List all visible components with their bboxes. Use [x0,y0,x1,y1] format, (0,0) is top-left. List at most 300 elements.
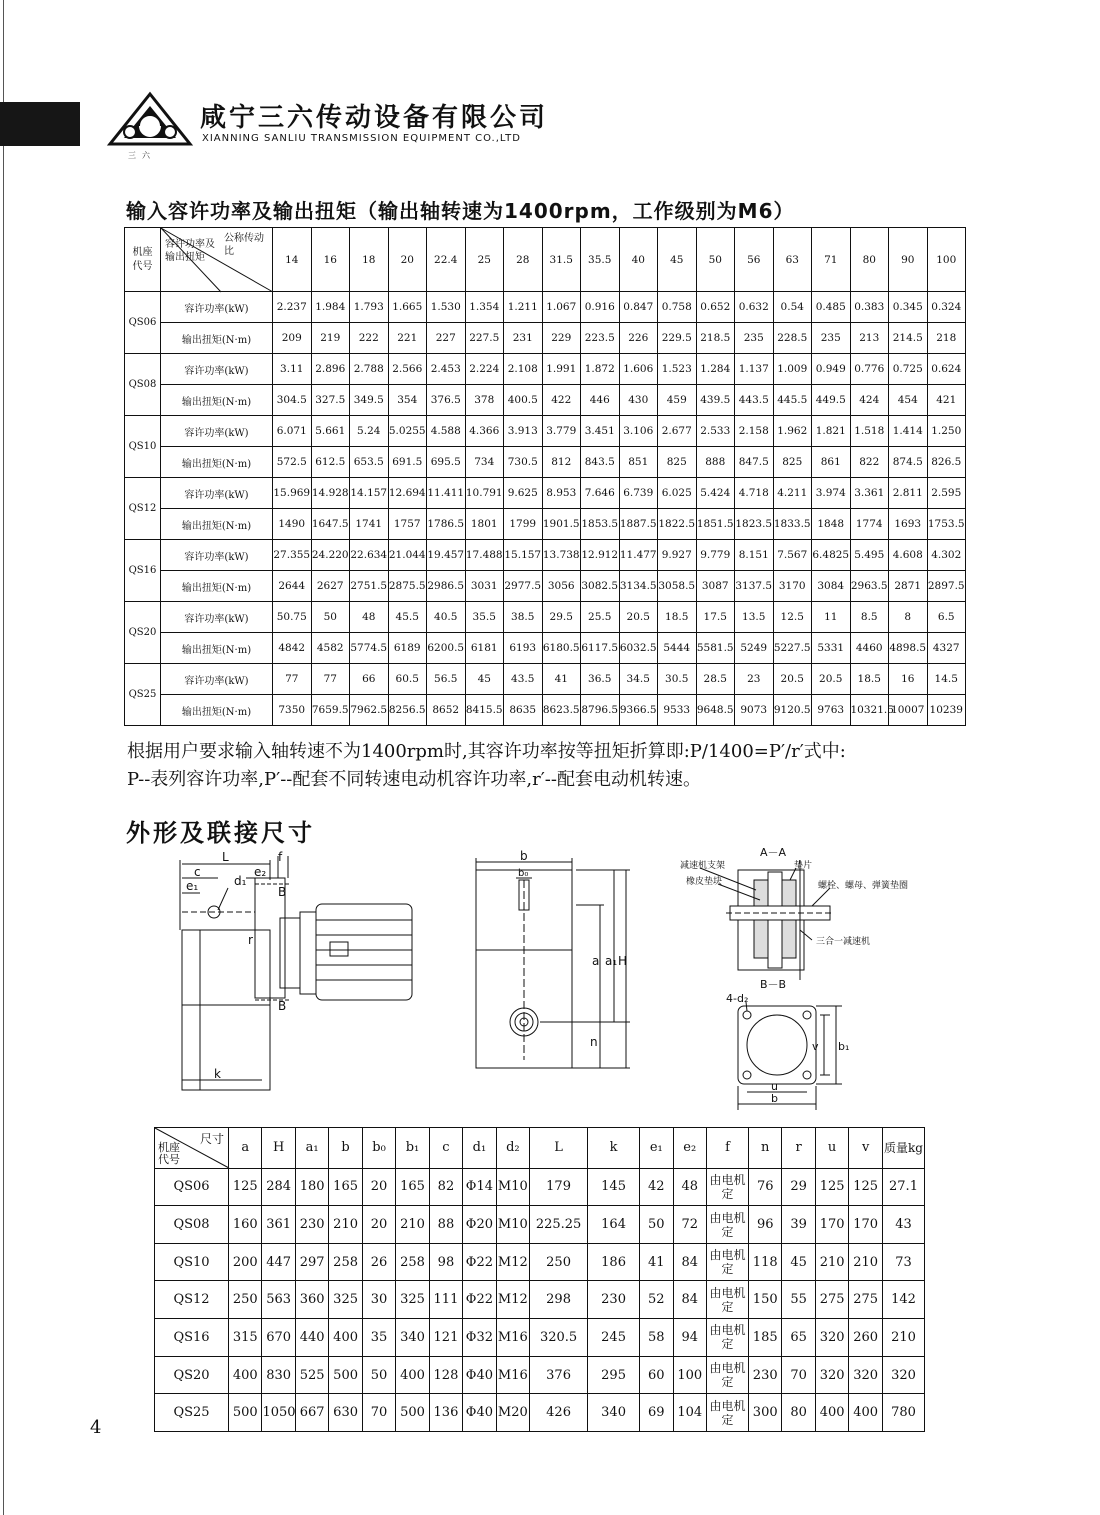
power-value-cell: 4.588 [427,416,466,447]
dim-model-cell: QS06 [155,1168,229,1206]
model-cell: QS08 [125,354,161,416]
ratio-header: 45 [658,228,697,292]
ratio-header: 25 [465,228,504,292]
power-value-cell: 12.5 [773,602,812,633]
torque-value-cell: 228.5 [773,323,812,354]
power-value-cell: 0.383 [850,292,889,323]
torque-value-cell: 443.5 [735,385,774,416]
torque-value-cell: 349.5 [350,385,389,416]
dim-value-cell: 225.25 [530,1206,588,1244]
dim-value-cell: 250 [530,1243,588,1281]
dim-value-cell: 210 [329,1206,362,1244]
label-a: a [592,954,600,968]
dim-value-cell: 400 [849,1394,883,1432]
power-value-cell: 3.11 [273,354,312,385]
torque-value-cell: 2897.5 [927,571,966,602]
torque-value-cell: 454 [889,385,928,416]
dim-value-cell: 200 [229,1243,262,1281]
dim-value-cell: 27.1 [883,1168,925,1206]
page-number: 4 [90,1417,102,1438]
power-value-cell: 4.366 [465,416,504,447]
dim-value-cell: 440 [295,1319,328,1357]
dim-value-cell: Φ40 [463,1394,496,1432]
power-value-cell: 29.5 [542,602,581,633]
note-line-1: 根据用户要求输入轴转速不为1400rpm时,其容许功率按等扭矩折算即:P/1400=P′/r′式中: [127,741,846,762]
torque-value-cell: 219 [311,323,350,354]
dim-value-cell: 29 [782,1168,815,1206]
power-value-cell: 50.75 [273,602,312,633]
dim-value-cell: M12 [496,1281,529,1319]
power-value-cell: 1.665 [388,292,427,323]
label-k: k [214,1067,221,1081]
torque-value-cell: 378 [465,385,504,416]
dim-value-cell: 320 [849,1356,883,1394]
power-value-cell: 13.738 [542,540,581,571]
torque-value-cell: 825 [773,447,812,478]
dim-column-header: 质量kg [883,1128,925,1169]
label-n: n [590,1035,598,1049]
power-value-cell: 34.5 [619,664,658,695]
power-value-cell: 35.5 [465,602,504,633]
power-value-cell: 5.0255 [388,416,427,447]
dim-value-cell: 125 [849,1168,883,1206]
power-value-cell: 2.453 [427,354,466,385]
torque-value-cell: 812 [542,447,581,478]
power-value-cell: 1.518 [850,416,889,447]
power-value-cell: 14.5 [927,664,966,695]
dim-column-header: c [429,1128,462,1169]
dim-value-cell: 145 [588,1168,640,1206]
power-value-cell: 20.5 [619,602,658,633]
torque-value-cell: 612.5 [311,447,350,478]
dim-value-cell: 73 [883,1243,925,1281]
model-cell: QS20 [125,602,161,664]
label-v: v [812,1040,819,1053]
power-value-cell: 8.151 [735,540,774,571]
ratio-header: 80 [850,228,889,292]
torque-value-cell: 695.5 [427,447,466,478]
power-value-cell: 22.634 [350,540,389,571]
power-value-cell: 2.595 [927,478,966,509]
power-value-cell: 60.5 [388,664,427,695]
power-value-cell: 20.5 [812,664,851,695]
torque-value-cell: 691.5 [388,447,427,478]
table-row [155,1243,925,1281]
dim-column-header: d₁ [463,1128,496,1169]
dim-value-cell: 160 [229,1206,262,1244]
power-value-cell: 7.567 [773,540,812,571]
power-value-cell: 8 [889,602,928,633]
torque-value-cell: 6117.5 [581,633,620,664]
corner-label-top: 尺寸 [199,1132,224,1146]
torque-value-cell: 2644 [273,571,312,602]
power-value-cell: 18.5 [658,602,697,633]
torque-value-cell: 1753.5 [927,509,966,540]
power-value-cell: 1.872 [581,354,620,385]
power-value-cell: 1.962 [773,416,812,447]
torque-value-cell: 2963.5 [850,571,889,602]
dim-value-cell: 由电机定 [706,1168,748,1206]
power-value-cell: 8.5 [850,602,889,633]
dim-value-cell: 125 [229,1168,262,1206]
power-value-cell: 25.5 [581,602,620,633]
power-value-cell: 12.912 [581,540,620,571]
ratio-header: 63 [773,228,812,292]
power-value-cell: 66 [350,664,389,695]
dim-value-cell: 20 [362,1206,395,1244]
torque-value-cell: 221 [388,323,427,354]
torque-value-cell: 7350 [273,695,312,726]
power-value-cell: 3.451 [581,416,620,447]
power-value-cell: 50 [311,602,350,633]
torque-value-cell: 2871 [889,571,928,602]
dim-column-header: n [748,1128,781,1169]
torque-value-cell: 822 [850,447,889,478]
dim-model-cell: QS20 [155,1356,229,1394]
torque-value-cell: 4842 [273,633,312,664]
label-pad: 垫片 [794,861,813,871]
torque-value-cell: 1786.5 [427,509,466,540]
company-name-cn: 咸宁三六传动设备有限公司 [200,103,549,133]
dim-value-cell: 630 [329,1394,362,1432]
ratio-header: 100 [927,228,966,292]
power-value-cell: 3.913 [504,416,543,447]
power-value-cell: 1.137 [735,354,774,385]
dim-value-cell: 26 [362,1243,395,1281]
dim-value-cell: 298 [530,1281,588,1319]
torque-value-cell: 5774.5 [350,633,389,664]
power-value-cell: 48 [350,602,389,633]
ratio-header: 28 [504,228,543,292]
power-value-cell: 28.5 [696,664,735,695]
power-value-cell: 2.533 [696,416,735,447]
torque-value-cell: 1774 [850,509,889,540]
dim-value-cell: 361 [262,1206,295,1244]
dim-value-cell: 210 [396,1206,429,1244]
dim-value-cell: 260 [849,1319,883,1357]
dim-column-header: a₁ [295,1128,328,1169]
torque-value-cell: 1823.5 [735,509,774,540]
dim-value-cell: 186 [588,1243,640,1281]
torque-value-cell: 1848 [812,509,851,540]
dim-column-header: a [229,1128,262,1169]
label-e2: e₂ [254,865,267,879]
dim-value-cell: 400 [229,1356,262,1394]
dim-value-cell: 45 [782,1243,815,1281]
power-value-cell: 0.632 [735,292,774,323]
power-value-cell: 7.646 [581,478,620,509]
power-value-cell: 1.211 [504,292,543,323]
power-value-cell: 1.523 [658,354,697,385]
power-value-cell: 14.928 [311,478,350,509]
dim-value-cell: 100 [673,1356,706,1394]
power-value-cell: 4.302 [927,540,966,571]
torque-value-cell: 3082.5 [581,571,620,602]
torque-value-cell: 734 [465,447,504,478]
label-b0: b₀ [518,868,529,879]
torque-value-cell: 2977.5 [504,571,543,602]
torque-value-cell: 5581.5 [696,633,735,664]
dim-value-cell: Φ22 [463,1243,496,1281]
dim-value-cell: M20 [496,1394,529,1432]
torque-value-cell: 229 [542,323,581,354]
torque-value-cell: 3134.5 [619,571,658,602]
dim-value-cell: 42 [640,1168,673,1206]
power-value-cell: 36.5 [581,664,620,695]
dim-value-cell: 由电机定 [706,1281,748,1319]
power-value-cell: 11.477 [619,540,658,571]
dim-model-cell: QS25 [155,1394,229,1432]
label-a1: a₁ [605,954,618,968]
power-value-cell: 1.821 [812,416,851,447]
dim-value-cell: 165 [396,1168,429,1206]
label-e1: e₁ [186,879,199,893]
dim-value-cell: 210 [849,1243,883,1281]
torque-value-cell: 3058.5 [658,571,697,602]
ratio-header: 71 [812,228,851,292]
dim-value-cell: 170 [815,1206,848,1244]
power-value-cell: 13.5 [735,602,774,633]
dim-value-cell: 297 [295,1243,328,1281]
torque-value-cell: 5249 [735,633,774,664]
torque-value-cell: 7962.5 [350,695,389,726]
dim-value-cell: 400 [815,1394,848,1432]
power-value-cell: 19.457 [427,540,466,571]
dim-value-cell: 275 [815,1281,848,1319]
torque-value-cell: 888 [696,447,735,478]
torque-value-cell: 229.5 [658,323,697,354]
power-value-cell: 2.811 [889,478,928,509]
dim-value-cell: 340 [396,1319,429,1357]
power-value-cell: 5.424 [696,478,735,509]
power-value-cell: 9.625 [504,478,543,509]
power-value-cell: 41 [542,664,581,695]
power-value-cell: 43.5 [504,664,543,695]
dim-value-cell: 由电机定 [706,1206,748,1244]
power-value-cell: 1.984 [311,292,350,323]
torque-value-cell: 1647.5 [311,509,350,540]
torque-value-cell: 1833.5 [773,509,812,540]
dim-value-cell: 525 [295,1356,328,1394]
power-value-cell: 40.5 [427,602,466,633]
label-b: b [520,849,528,863]
dim-value-cell: 35 [362,1319,395,1357]
torque-value-cell: 8796.5 [581,695,620,726]
dim-value-cell: 170 [849,1206,883,1244]
label-B-top: B [278,885,287,899]
dim-value-cell: 76 [748,1168,781,1206]
dim-value-cell: 111 [429,1281,462,1319]
dim-value-cell: 315 [229,1319,262,1357]
dim-value-cell: 50 [362,1356,395,1394]
power-value-cell: 1.009 [773,354,812,385]
torque-value-cell: 1757 [388,509,427,540]
dim-value-cell: 179 [530,1168,588,1206]
torque-value-cell: 6193 [504,633,543,664]
torque-value-cell: 9763 [812,695,851,726]
dim-value-cell: M12 [496,1243,529,1281]
dim-value-cell: 39 [782,1206,815,1244]
torque-value-cell: 825 [658,447,697,478]
torque-value-cell: 1741 [350,509,389,540]
torque-value-cell: 459 [658,385,697,416]
torque-value-cell: 4582 [311,633,350,664]
dim-value-cell: 88 [429,1206,462,1244]
model-cell: QS16 [125,540,161,602]
torque-value-cell: 5444 [658,633,697,664]
dim-value-cell: 104 [673,1394,706,1432]
dim-value-cell: 84 [673,1243,706,1281]
dim-value-cell: 70 [362,1394,395,1432]
power-label-cell: 容许功率(kW) [161,540,273,571]
power-value-cell: 10.791 [465,478,504,509]
dim-value-cell: 48 [673,1168,706,1206]
torque-value-cell: 4327 [927,633,966,664]
dim-value-cell: 258 [396,1243,429,1281]
torque-value-cell: 223.5 [581,323,620,354]
dim-value-cell: 164 [588,1206,640,1244]
power-value-cell: 1.250 [927,416,966,447]
dim-column-header: H [262,1128,295,1169]
torque-value-cell: 6032.5 [619,633,658,664]
power-value-cell: 20.5 [773,664,812,695]
torque-value-cell: 424 [850,385,889,416]
torque-value-cell: 1887.5 [619,509,658,540]
section-title-power-torque: 输入容许功率及输出扭矩（输出轴转速为1400rpm，工作级别为M6） [126,199,795,223]
dim-value-cell: 500 [229,1394,262,1432]
dim-value-cell: 70 [782,1356,815,1394]
dim-column-header: b [329,1128,362,1169]
torque-value-cell: 1799 [504,509,543,540]
power-value-cell: 30.5 [658,664,697,695]
torque-label-cell: 输出扭矩(N·m) [161,509,273,540]
torque-value-cell: 3087 [696,571,735,602]
power-value-cell: 0.624 [927,354,966,385]
power-value-cell: 23 [735,664,774,695]
power-value-cell: 2.108 [504,354,543,385]
dim-column-header: k [588,1128,640,1169]
dim-value-cell: 320 [815,1319,848,1357]
dim-value-cell: 55 [782,1281,815,1319]
power-value-cell: 0.345 [889,292,928,323]
dim-column-header: b₀ [362,1128,395,1169]
label-r: r [248,933,253,947]
power-value-cell: 5.24 [350,416,389,447]
torque-value-cell: 7659.5 [311,695,350,726]
label-AA: A－A [760,846,787,859]
torque-value-cell: 1801 [465,509,504,540]
model-cell: QS25 [125,664,161,726]
dim-value-cell: M16 [496,1356,529,1394]
label-H: H [618,954,628,968]
table-header-model: 机座代号 [125,228,161,292]
power-value-cell: 15.157 [504,540,543,571]
power-label-cell: 容许功率(kW) [161,664,273,695]
torque-value-cell: 439.5 [696,385,735,416]
torque-value-cell: 400.5 [504,385,543,416]
torque-value-cell: 227 [427,323,466,354]
torque-value-cell: 9120.5 [773,695,812,726]
power-label-cell: 容许功率(kW) [161,416,273,447]
power-value-cell: 4.718 [735,478,774,509]
dim-value-cell: 150 [748,1281,781,1319]
dim-column-header: d₂ [496,1128,529,1169]
torque-value-cell: 213 [850,323,889,354]
torque-value-cell: 2986.5 [427,571,466,602]
torque-value-cell: 1853.5 [581,509,620,540]
dim-column-header: b₁ [396,1128,429,1169]
dim-value-cell: 142 [883,1281,925,1319]
dim-column-header: e₁ [640,1128,673,1169]
torque-value-cell: 422 [542,385,581,416]
dim-value-cell: 258 [329,1243,362,1281]
power-value-cell: 3.361 [850,478,889,509]
dim-value-cell: Φ22 [463,1281,496,1319]
dim-model-cell: QS10 [155,1243,229,1281]
dimensions-table [154,1127,925,1432]
power-value-cell: 18.5 [850,664,889,695]
label-d1: d₁ [234,874,247,888]
dim-value-cell: 由电机定 [706,1356,748,1394]
torque-value-cell: 8652 [427,695,466,726]
torque-value-cell: 9648.5 [696,695,735,726]
torque-value-cell: 376.5 [427,385,466,416]
torque-value-cell: 3056 [542,571,581,602]
table-row [155,1281,925,1319]
dim-table-corner [155,1128,229,1169]
power-value-cell: 0.54 [773,292,812,323]
ratio-header: 18 [350,228,389,292]
dim-value-cell: 320 [883,1356,925,1394]
power-value-cell: 6.4825 [812,540,851,571]
power-value-cell: 17.5 [696,602,735,633]
torque-label-cell: 输出扭矩(N·m) [161,633,273,664]
dim-value-cell: 500 [396,1394,429,1432]
ratio-header: 56 [735,228,774,292]
dim-value-cell: 1050 [262,1394,295,1432]
side-view-drawing [180,856,412,1090]
label-f: f [278,850,283,864]
section-BB-drawing [738,1002,842,1110]
label-c: c [194,865,201,879]
torque-value-cell: 1490 [273,509,312,540]
power-value-cell: 2.237 [273,292,312,323]
ratio-header: 50 [696,228,735,292]
dim-value-cell: 563 [262,1281,295,1319]
power-value-cell: 0.725 [889,354,928,385]
dim-value-cell: 由电机定 [706,1319,748,1357]
dim-value-cell: 325 [329,1281,362,1319]
power-value-cell: 2.677 [658,416,697,447]
torque-value-cell: 2875.5 [388,571,427,602]
dim-value-cell: 320 [815,1356,848,1394]
dim-value-cell: 41 [640,1243,673,1281]
torque-label-cell: 输出扭矩(N·m) [161,447,273,478]
dim-value-cell: 245 [588,1319,640,1357]
dim-value-cell: Φ14 [463,1168,496,1206]
ratio-header: 90 [889,228,928,292]
dim-value-cell: 50 [640,1206,673,1244]
dim-value-cell: 60 [640,1356,673,1394]
dim-value-cell: 360 [295,1281,328,1319]
dim-value-cell: 43 [883,1206,925,1244]
torque-value-cell: 1851.5 [696,509,735,540]
header-label-power-torque: 容许功率及输出扭矩 [165,239,215,263]
power-value-cell: 2.224 [465,354,504,385]
dim-value-cell: 94 [673,1319,706,1357]
power-value-cell: 77 [311,664,350,695]
dim-value-cell: 180 [295,1168,328,1206]
